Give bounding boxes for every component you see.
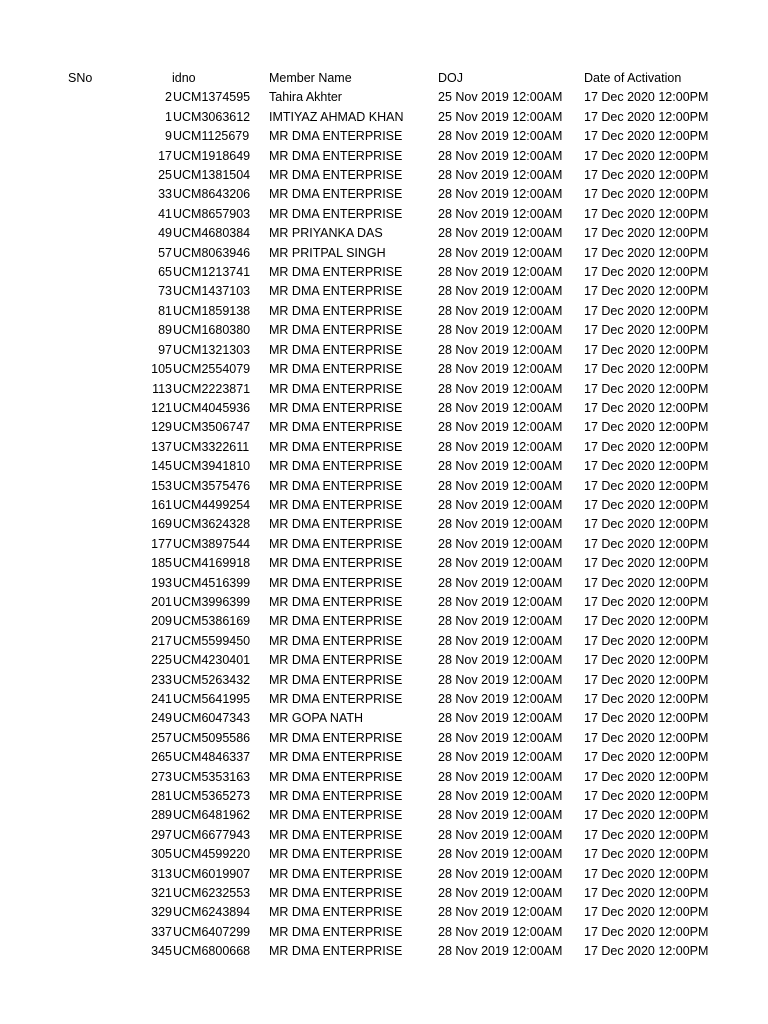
cell-sno: 289	[151, 808, 172, 823]
cell-sno: 217	[151, 633, 172, 648]
cell-doj: 28 Nov 2019 12:00AM	[438, 342, 563, 357]
cell-member-name: MR DMA ENTERPRISE	[269, 536, 403, 551]
cell-doj: 28 Nov 2019 12:00AM	[438, 653, 563, 668]
cell-idno: UCM1125679	[173, 129, 250, 144]
table-row	[0, 205, 744, 224]
member-table-sheet	[0, 69, 768, 962]
cell-doj: 28 Nov 2019 12:00AM	[438, 886, 563, 901]
cell-sno: 321	[151, 886, 172, 901]
table-row	[0, 903, 744, 922]
cell-sno: 169	[151, 517, 172, 532]
cell-date-of-activation: 17 Dec 2020 12:00PM	[584, 109, 709, 124]
cell-member-name: MR DMA ENTERPRISE	[269, 265, 403, 280]
cell-sno: 145	[151, 459, 172, 474]
cell-member-name: MR GOPA NATH	[269, 711, 363, 726]
cell-doj: 28 Nov 2019 12:00AM	[438, 459, 563, 474]
cell-doj: 28 Nov 2019 12:00AM	[438, 614, 563, 629]
cell-idno: UCM6243894	[173, 905, 251, 920]
cell-idno: UCM3941810	[173, 459, 251, 474]
table-row	[0, 108, 744, 127]
cell-date-of-activation: 17 Dec 2020 12:00PM	[584, 730, 709, 745]
cell-doj: 28 Nov 2019 12:00AM	[438, 148, 563, 163]
cell-idno: UCM5263432	[173, 672, 251, 687]
cell-sno: 113	[152, 381, 172, 396]
table-row	[0, 477, 744, 496]
cell-doj: 28 Nov 2019 12:00AM	[438, 381, 563, 396]
table-row	[0, 88, 744, 107]
cell-member-name: MR DMA ENTERPRISE	[269, 206, 403, 221]
cell-sno: 41	[158, 206, 172, 221]
cell-idno: UCM4680384	[173, 226, 251, 241]
cell-date-of-activation: 17 Dec 2020 12:00PM	[584, 226, 709, 241]
cell-member-name: MR PRIYANKA DAS	[269, 226, 383, 241]
cell-date-of-activation: 17 Dec 2020 12:00PM	[584, 866, 709, 881]
cell-member-name: MR DMA ENTERPRISE	[269, 381, 403, 396]
cell-date-of-activation: 17 Dec 2020 12:00PM	[584, 517, 709, 532]
cell-date-of-activation: 17 Dec 2020 12:00PM	[584, 187, 709, 202]
cell-idno: UCM4599220	[173, 847, 251, 862]
cell-idno: UCM5365273	[173, 789, 251, 804]
cell-idno: UCM5641995	[173, 692, 251, 706]
cell-idno: UCM6677943	[173, 827, 251, 842]
cell-member-name: MR DMA ENTERPRISE	[269, 575, 403, 590]
table-row	[0, 690, 744, 709]
cell-date-of-activation: 17 Dec 2020 12:00PM	[584, 342, 709, 357]
table-row	[0, 418, 744, 437]
cell-sno: 281	[151, 789, 172, 804]
cell-date-of-activation: 17 Dec 2020 12:00PM	[584, 594, 709, 609]
cell-doj: 28 Nov 2019 12:00AM	[438, 168, 563, 183]
cell-idno: UCM1680380	[173, 323, 251, 338]
cell-idno: UCM3897544	[173, 536, 251, 551]
table-row	[0, 244, 744, 263]
table-row	[0, 632, 744, 651]
cell-member-name: MR DMA ENTERPRISE	[269, 478, 403, 493]
cell-date-of-activation: 17 Dec 2020 12:00PM	[584, 944, 709, 959]
table-row	[0, 224, 744, 243]
table-row	[0, 399, 744, 418]
cell-member-name: MR DMA ENTERPRISE	[269, 459, 403, 474]
table-row	[0, 535, 744, 554]
cell-doj: 28 Nov 2019 12:00AM	[438, 187, 563, 202]
table-row	[0, 942, 744, 961]
cell-date-of-activation: 17 Dec 2020 12:00PM	[584, 614, 709, 629]
cell-date-of-activation: 17 Dec 2020 12:00PM	[584, 168, 709, 183]
cell-member-name: MR DMA ENTERPRISE	[269, 614, 403, 629]
cell-member-name: MR DMA ENTERPRISE	[269, 827, 403, 842]
cell-doj: 28 Nov 2019 12:00AM	[438, 905, 563, 920]
cell-date-of-activation: 17 Dec 2020 12:00PM	[584, 129, 709, 144]
cell-date-of-activation: 17 Dec 2020 12:00PM	[584, 148, 709, 163]
cell-sno: 193	[151, 575, 172, 590]
cell-sno: 201	[151, 594, 172, 609]
cell-date-of-activation: 17 Dec 2020 12:00PM	[584, 711, 709, 726]
cell-sno: 241	[151, 692, 172, 706]
cell-date-of-activation: 17 Dec 2020 12:00PM	[584, 206, 709, 221]
cell-idno: UCM5386169	[173, 614, 251, 629]
cell-idno: UCM3322611	[173, 439, 250, 454]
table-row	[0, 457, 744, 476]
cell-member-name: MR DMA ENTERPRISE	[269, 187, 403, 202]
cell-idno: UCM3063612	[173, 109, 251, 124]
cell-idno: UCM1381504	[173, 168, 251, 183]
cell-sno: 209	[151, 614, 172, 629]
cell-idno: UCM6407299	[173, 924, 251, 939]
table-row	[0, 923, 744, 942]
cell-doj: 28 Nov 2019 12:00AM	[438, 594, 563, 609]
cell-doj: 28 Nov 2019 12:00AM	[438, 711, 563, 726]
cell-date-of-activation: 17 Dec 2020 12:00PM	[584, 265, 709, 280]
cell-sno: 89	[158, 323, 172, 338]
table-row	[0, 302, 744, 321]
cell-idno: UCM4230401	[173, 653, 251, 668]
cell-date-of-activation: 17 Dec 2020 12:00PM	[584, 497, 709, 512]
cell-member-name: IMTIYAZ AHMAD KHAN	[269, 109, 404, 124]
table-row	[0, 748, 744, 767]
cell-sno: 257	[151, 730, 172, 745]
cell-sno: 177	[151, 536, 172, 551]
header-member-name: Member Name	[269, 71, 352, 85]
cell-doj: 28 Nov 2019 12:00AM	[438, 575, 563, 590]
table-row	[0, 185, 744, 204]
cell-date-of-activation: 17 Dec 2020 12:00PM	[584, 439, 709, 454]
cell-idno: UCM4499254	[173, 497, 251, 512]
cell-sno: 17	[158, 148, 172, 163]
cell-idno: UCM2223871	[173, 381, 251, 396]
cell-date-of-activation: 17 Dec 2020 12:00PM	[584, 789, 709, 804]
table-row	[0, 554, 744, 573]
table-row	[0, 729, 744, 748]
table-row	[0, 651, 744, 670]
cell-member-name: MR DMA ENTERPRISE	[269, 633, 403, 648]
cell-idno: UCM1321303	[173, 342, 251, 357]
cell-doj: 28 Nov 2019 12:00AM	[438, 924, 563, 939]
cell-idno: UCM5095586	[173, 730, 251, 745]
cell-doj: 28 Nov 2019 12:00AM	[438, 303, 563, 318]
cell-sno: 297	[151, 827, 172, 842]
cell-sno: 233	[151, 672, 172, 687]
cell-doj: 28 Nov 2019 12:00AM	[438, 129, 563, 144]
cell-sno: 345	[151, 944, 172, 959]
header-date-of-activation: Date of Activation	[584, 71, 682, 85]
table-row	[0, 593, 744, 612]
cell-doj: 28 Nov 2019 12:00AM	[438, 362, 563, 377]
cell-date-of-activation: 17 Dec 2020 12:00PM	[584, 400, 709, 415]
table-row	[0, 574, 744, 593]
cell-member-name: MR DMA ENTERPRISE	[269, 886, 403, 901]
cell-sno: 249	[151, 711, 172, 726]
table-row	[0, 166, 744, 185]
cell-doj: 28 Nov 2019 12:00AM	[438, 808, 563, 823]
table-row	[0, 282, 744, 301]
cell-member-name: Tahira Akhter	[269, 90, 342, 105]
cell-member-name: MR DMA ENTERPRISE	[269, 905, 403, 920]
cell-idno: UCM6232553	[173, 886, 251, 901]
header-idno: idno	[172, 71, 196, 85]
table-row	[0, 768, 744, 787]
cell-date-of-activation: 17 Dec 2020 12:00PM	[584, 924, 709, 939]
table-row	[0, 438, 744, 457]
cell-idno: UCM6047343	[173, 711, 251, 726]
cell-doj: 28 Nov 2019 12:00AM	[438, 284, 563, 299]
table-row	[0, 263, 744, 282]
cell-idno: UCM3624328	[173, 517, 251, 532]
cell-doj: 28 Nov 2019 12:00AM	[438, 672, 563, 687]
cell-sno: 313	[151, 866, 172, 881]
cell-idno: UCM1374595	[173, 90, 251, 105]
cell-sno: 305	[151, 847, 172, 862]
cell-member-name: MR DMA ENTERPRISE	[269, 303, 403, 318]
cell-member-name: MR DMA ENTERPRISE	[269, 866, 403, 881]
cell-idno: UCM8643206	[173, 187, 251, 202]
cell-sno: 153	[151, 478, 172, 493]
table-row	[0, 127, 744, 146]
cell-member-name: MR DMA ENTERPRISE	[269, 653, 403, 668]
cell-doj: 28 Nov 2019 12:00AM	[438, 497, 563, 512]
cell-doj: 25 Nov 2019 12:00AM	[438, 90, 563, 105]
cell-date-of-activation: 17 Dec 2020 12:00PM	[584, 750, 709, 765]
cell-idno: UCM1213741	[173, 265, 251, 280]
table-row	[0, 341, 744, 360]
cell-sno: 273	[151, 769, 172, 784]
cell-doj: 28 Nov 2019 12:00AM	[438, 750, 563, 765]
cell-sno: 73	[158, 284, 172, 299]
cell-idno: UCM4045936	[173, 400, 251, 415]
cell-idno: UCM1437103	[173, 284, 251, 299]
cell-doj: 28 Nov 2019 12:00AM	[438, 439, 563, 454]
cell-doj: 28 Nov 2019 12:00AM	[438, 517, 563, 532]
cell-member-name: MR DMA ENTERPRISE	[269, 400, 403, 415]
table-row	[0, 321, 744, 340]
cell-date-of-activation: 17 Dec 2020 12:00PM	[584, 827, 709, 842]
cell-member-name: MR DMA ENTERPRISE	[269, 323, 403, 338]
cell-member-name: MR DMA ENTERPRISE	[269, 497, 403, 512]
cell-date-of-activation: 17 Dec 2020 12:00PM	[584, 692, 709, 706]
cell-member-name: MR DMA ENTERPRISE	[269, 944, 403, 959]
cell-doj: 28 Nov 2019 12:00AM	[438, 827, 563, 842]
table-row	[0, 496, 744, 515]
cell-idno: UCM3996399	[173, 594, 251, 609]
cell-doj: 28 Nov 2019 12:00AM	[438, 206, 563, 221]
cell-sno: 49	[158, 226, 172, 241]
cell-member-name: MR DMA ENTERPRISE	[269, 168, 403, 183]
cell-doj: 28 Nov 2019 12:00AM	[438, 478, 563, 493]
cell-sno: 97	[158, 342, 172, 357]
table-header	[0, 69, 744, 88]
cell-idno: UCM3506747	[173, 420, 251, 435]
cell-idno: UCM6800668	[173, 944, 251, 959]
cell-date-of-activation: 17 Dec 2020 12:00PM	[584, 459, 709, 474]
cell-member-name: MR DMA ENTERPRISE	[269, 362, 403, 377]
cell-date-of-activation: 17 Dec 2020 12:00PM	[584, 245, 709, 260]
cell-idno: UCM4516399	[173, 575, 251, 590]
cell-date-of-activation: 17 Dec 2020 12:00PM	[584, 808, 709, 823]
cell-idno: UCM8657903	[173, 206, 251, 221]
cell-date-of-activation: 17 Dec 2020 12:00PM	[584, 284, 709, 299]
cell-doj: 28 Nov 2019 12:00AM	[438, 226, 563, 241]
cell-sno: 185	[151, 556, 172, 571]
cell-sno: 121	[151, 400, 172, 415]
cell-idno: UCM6481962	[173, 808, 251, 823]
cell-member-name: MR PRITPAL SINGH	[269, 245, 386, 260]
table-row	[0, 515, 744, 534]
cell-sno: 1	[165, 109, 172, 124]
cell-doj: 28 Nov 2019 12:00AM	[438, 245, 563, 260]
cell-doj: 28 Nov 2019 12:00AM	[438, 420, 563, 435]
cell-idno: UCM1859138	[173, 303, 251, 318]
cell-member-name: MR DMA ENTERPRISE	[269, 730, 403, 745]
cell-member-name: MR DMA ENTERPRISE	[269, 594, 403, 609]
cell-idno: UCM4169918	[173, 556, 251, 571]
cell-date-of-activation: 17 Dec 2020 12:00PM	[584, 362, 709, 377]
cell-date-of-activation: 17 Dec 2020 12:00PM	[584, 303, 709, 318]
table-row	[0, 360, 744, 379]
cell-date-of-activation: 17 Dec 2020 12:00PM	[584, 381, 709, 396]
table-row	[0, 380, 744, 399]
cell-idno: UCM1918649	[173, 148, 251, 163]
cell-member-name: MR DMA ENTERPRISE	[269, 439, 403, 454]
cell-sno: 57	[158, 245, 172, 260]
cell-member-name: MR DMA ENTERPRISE	[269, 148, 403, 163]
header-sno: SNo	[68, 71, 93, 85]
cell-member-name: MR DMA ENTERPRISE	[269, 847, 403, 862]
cell-sno: 329	[151, 905, 172, 920]
cell-idno: UCM8063946	[173, 245, 251, 260]
cell-member-name: MR DMA ENTERPRISE	[269, 420, 403, 435]
cell-member-name: MR DMA ENTERPRISE	[269, 924, 403, 939]
cell-doj: 28 Nov 2019 12:00AM	[438, 944, 563, 959]
cell-member-name: MR DMA ENTERPRISE	[269, 284, 403, 299]
cell-date-of-activation: 17 Dec 2020 12:00PM	[584, 653, 709, 668]
table-row	[0, 845, 744, 864]
cell-idno: UCM6019907	[173, 866, 251, 881]
cell-doj: 28 Nov 2019 12:00AM	[438, 789, 563, 804]
cell-date-of-activation: 17 Dec 2020 12:00PM	[584, 556, 709, 571]
cell-sno: 9	[165, 129, 172, 144]
cell-sno: 2	[165, 90, 172, 105]
cell-doj: 28 Nov 2019 12:00AM	[438, 536, 563, 551]
cell-member-name: MR DMA ENTERPRISE	[269, 692, 403, 706]
cell-idno: UCM5353163	[173, 769, 251, 784]
cell-date-of-activation: 17 Dec 2020 12:00PM	[584, 536, 709, 551]
table-row	[0, 826, 744, 845]
cell-sno: 105	[151, 362, 172, 377]
table-row	[0, 147, 744, 166]
cell-sno: 337	[151, 924, 172, 939]
cell-date-of-activation: 17 Dec 2020 12:00PM	[584, 672, 709, 687]
table-row	[0, 612, 744, 631]
cell-idno: UCM4846337	[173, 750, 251, 765]
cell-doj: 28 Nov 2019 12:00AM	[438, 323, 563, 338]
cell-doj: 28 Nov 2019 12:00AM	[438, 692, 563, 706]
cell-member-name: MR DMA ENTERPRISE	[269, 556, 403, 571]
cell-date-of-activation: 17 Dec 2020 12:00PM	[584, 323, 709, 338]
cell-member-name: MR DMA ENTERPRISE	[269, 750, 403, 765]
cell-sno: 129	[151, 420, 172, 435]
cell-doj: 28 Nov 2019 12:00AM	[438, 400, 563, 415]
cell-sno: 25	[158, 168, 172, 183]
cell-sno: 225	[151, 653, 172, 668]
cell-date-of-activation: 17 Dec 2020 12:00PM	[584, 90, 709, 105]
cell-member-name: MR DMA ENTERPRISE	[269, 789, 403, 804]
cell-sno: 33	[158, 187, 172, 202]
cell-date-of-activation: 17 Dec 2020 12:00PM	[584, 420, 709, 435]
cell-doj: 28 Nov 2019 12:00AM	[438, 730, 563, 745]
cell-date-of-activation: 17 Dec 2020 12:00PM	[584, 769, 709, 784]
member-table	[0, 69, 744, 962]
cell-date-of-activation: 17 Dec 2020 12:00PM	[584, 886, 709, 901]
cell-doj: 28 Nov 2019 12:00AM	[438, 866, 563, 881]
cell-doj: 28 Nov 2019 12:00AM	[438, 769, 563, 784]
cell-date-of-activation: 17 Dec 2020 12:00PM	[584, 478, 709, 493]
cell-sno: 81	[158, 303, 172, 318]
cell-member-name: MR DMA ENTERPRISE	[269, 808, 403, 823]
cell-doj: 28 Nov 2019 12:00AM	[438, 633, 563, 648]
cell-idno: UCM2554079	[173, 362, 251, 377]
cell-date-of-activation: 17 Dec 2020 12:00PM	[584, 905, 709, 920]
header-doj: DOJ	[438, 71, 463, 85]
cell-doj: 28 Nov 2019 12:00AM	[438, 556, 563, 571]
cell-date-of-activation: 17 Dec 2020 12:00PM	[584, 575, 709, 590]
cell-member-name: MR DMA ENTERPRISE	[269, 517, 403, 532]
cell-sno: 65	[158, 265, 172, 280]
cell-sno: 161	[151, 497, 172, 512]
cell-doj: 28 Nov 2019 12:00AM	[438, 265, 563, 280]
table-row	[0, 709, 744, 728]
table-row	[0, 865, 744, 884]
cell-member-name: MR DMA ENTERPRISE	[269, 129, 403, 144]
cell-member-name: MR DMA ENTERPRISE	[269, 672, 403, 687]
cell-idno: UCM3575476	[173, 478, 251, 493]
cell-idno: UCM5599450	[173, 633, 251, 648]
cell-date-of-activation: 17 Dec 2020 12:00PM	[584, 633, 709, 648]
cell-member-name: MR DMA ENTERPRISE	[269, 769, 403, 784]
table-row	[0, 884, 744, 903]
cell-member-name: MR DMA ENTERPRISE	[269, 342, 403, 357]
header-row	[0, 69, 744, 88]
table-row	[0, 787, 744, 806]
cell-sno: 265	[151, 750, 172, 765]
table-row	[0, 806, 744, 825]
cell-sno: 137	[151, 439, 172, 454]
cell-date-of-activation: 17 Dec 2020 12:00PM	[584, 847, 709, 862]
cell-doj: 25 Nov 2019 12:00AM	[438, 109, 563, 124]
table-body	[0, 88, 744, 961]
cell-doj: 28 Nov 2019 12:00AM	[438, 847, 563, 862]
table-row	[0, 671, 744, 690]
